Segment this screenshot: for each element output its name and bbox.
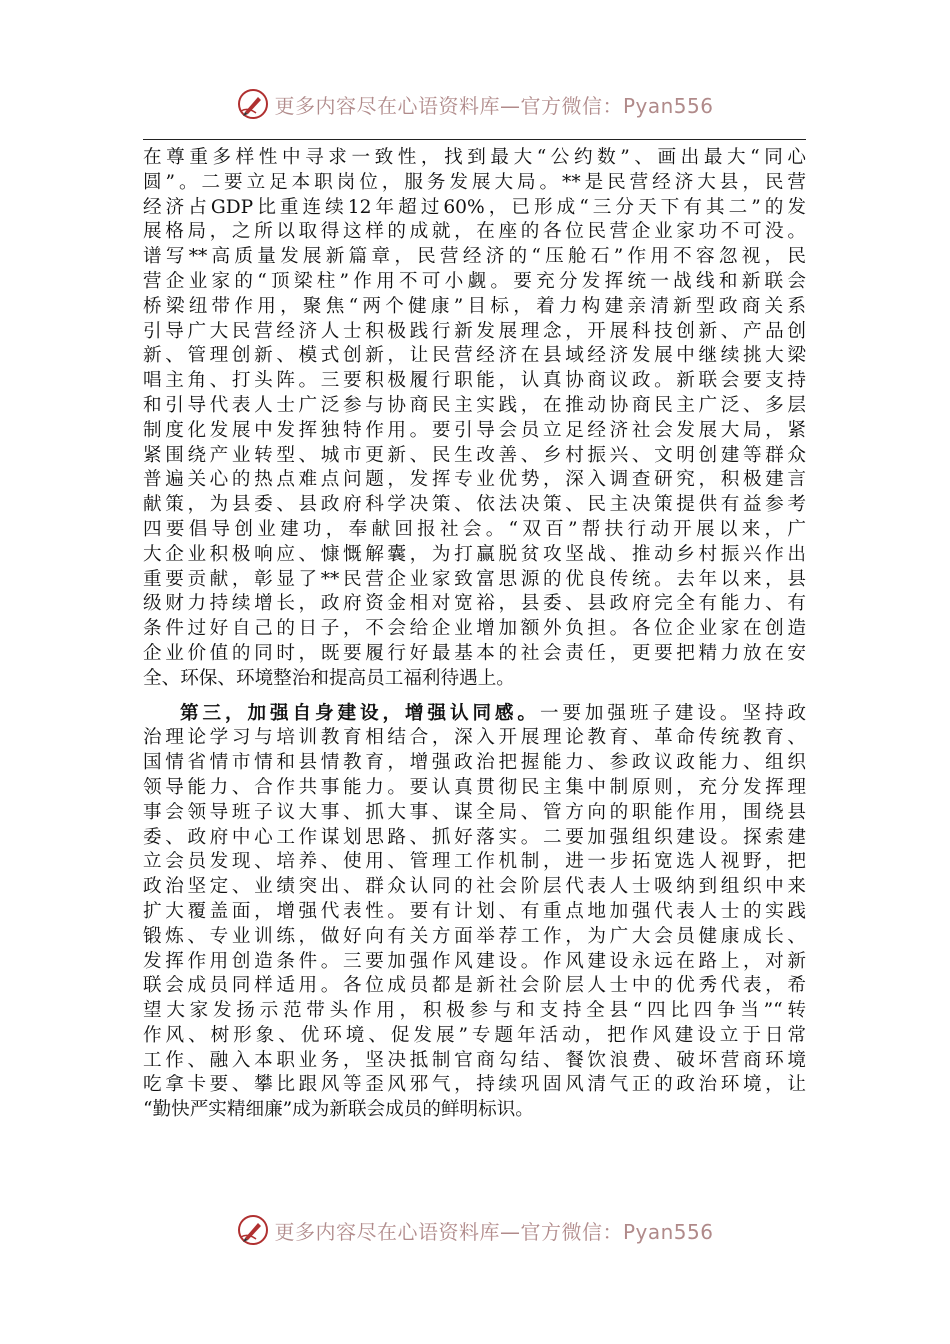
text-line: 望大家发扬示范带头作用，积极参与和支持全县“四比四争当”“转 [143, 1000, 806, 1022]
header-divider [143, 139, 806, 140]
text-line: 普遍关心的热点难点问题，发挥专业优势，深入调查研究，积极建言 [143, 469, 806, 491]
text-line: 重要贡献，彰显了**民营企业家致富思源的优良传统。去年以来，县 [143, 568, 806, 590]
text-line: 国情省情市情和县情教育，增强政治把握能力、参政议政能力、组织 [143, 752, 806, 774]
text-line: 谱写**高质量发展新篇章，民营经济的“压舱石”作用不容忽视，民 [143, 246, 806, 268]
text-line: 引导广大民营经济人士积极践行新发展理念，开展科技创新、产品创 [143, 320, 806, 342]
header-banner [0, 84, 950, 124]
text-line: 发挥作用创造条件。三要加强作风建设。作风建设永远在路上，对新 [143, 950, 806, 972]
text-line: 工作、融入本职业务，坚决抵制官商勾结、餐饮浪费、破坏营商环境 [143, 1049, 806, 1071]
document-body [143, 146, 806, 1123]
section-heading: 第三，加强自身建设，增强认同感。 [180, 702, 540, 724]
text-line: 政治坚定、业绩突出、群众认同的社会阶层代表人士吸纳到组织中来 [143, 876, 806, 898]
text-line: 四要倡导创业建功，奉献回报社会。“双百”帮扶行动开展以来，广 [143, 518, 806, 540]
text-line: 级财力持续增长，政府资金相对宽裕，县委、县政府完全有能力、有 [143, 593, 806, 615]
text-line: 作风、树形象、优环境、促发展”专题年活动，把作风建设立于日常 [143, 1024, 806, 1046]
footer-banner [0, 1210, 950, 1250]
text-line: 条件过好自己的日子，不会给企业增加额外负担。各位企业家在创造 [143, 618, 806, 640]
text-line: 治理论学习与培训教育相结合，深入开展理论教育、革命传统教育、 [143, 727, 806, 749]
text-line: 锻炼、专业训练，做好向有关方面举荐工作，为广大会员健康成长、 [143, 925, 806, 947]
text-line: 扩大覆盖面，增强代表性。要有计划、有重点地加强代表人士的实践 [143, 900, 806, 922]
footer-banner-text: 更多内容尽在心语资料库—官方微信：Pyan556 [274, 1219, 714, 1244]
text-line: 事会领导班子议大事、抓大事、谋全局、管方向的职能作用，围绕县 [143, 801, 806, 823]
text-line: 制度化发展中发挥独特作用。要引导会员立足经济社会发展大局，紧 [143, 419, 806, 441]
header-banner-text: 更多内容尽在心语资料库—官方微信：Pyan556 [274, 93, 714, 118]
text-line: 唱主角、打头阵。三要积极履行职能，认真协商议政。新联会要支持 [143, 370, 806, 392]
text-line: 紧围绕产业转型、城市更新、民生改善、乡村振兴、文明创建等群众 [143, 444, 806, 466]
paragraph-2 [143, 702, 806, 1124]
text-line: 献策，为县委、县政府科学决策、依法决策、民主决策提供有益参考 [143, 494, 806, 516]
text-line: 领导能力、合作共事能力。要认真贯彻民主集中制原则，充分发挥理 [143, 776, 806, 798]
text-line: 桥梁纽带作用，聚焦“两个健康”目标，着力构建亲清新型政商关系 [143, 295, 806, 317]
text-line: “勤快严实精细廉”成为新联会成员的鲜明标识。 [143, 1099, 534, 1121]
text-line: 新、管理创新、模式创新，让民营经济在县域经济发展中继续挑大梁 [143, 345, 806, 367]
text-line: 立会员发现、培养、使用、管理工作机制，进一步拓宽选人视野，把 [143, 851, 806, 873]
text-line: 全、环保、环境整治和提高员工福利待遇上。 [143, 667, 515, 689]
pen-logo-icon [236, 87, 270, 121]
text-line: 营企业家的“顶梁柱”作用不可小觑。要充分发挥统一战线和新联会 [143, 270, 806, 292]
text-line-first [143, 702, 806, 727]
text-line: 展格局，之所以取得这样的成就，在座的各位民营企业家功不可没。 [143, 221, 806, 243]
pen-logo-icon [236, 1213, 270, 1247]
paragraph-gap [143, 692, 806, 702]
text-line: 委、政府中心工作谋划思路、抓好落实。二要加强组织建设。探索建 [143, 826, 806, 848]
text-line: 大企业积极响应、慷慨解囊，为打赢脱贫攻坚战、推动乡村振兴作出 [143, 543, 806, 565]
text-line: 经济占GDP比重连续12年超过60%，已形成“三分天下有其二”的发 [143, 196, 806, 218]
paragraph-1 [143, 146, 806, 692]
text-line: 圆”。二要立足本职岗位，服务发展大局。**是民营经济大县，民营 [143, 171, 806, 193]
text-line: 联会成员同样适用。各位成员都是新社会阶层人士中的优秀代表，希 [143, 975, 806, 997]
text-line: 在尊重多样性中寻求一致性，找到最大“公约数”、画出最大“同心 [143, 147, 806, 168]
text-line: 和引导代表人士广泛参与协商民主实践，在推动协商民主广泛、多层 [143, 394, 806, 416]
text-span: 一要加强班子建设。坚持政 [539, 702, 806, 724]
text-line: 吃拿卡要、攀比跟风等歪风邪气，持续巩固风清气正的政治环境，让 [143, 1074, 806, 1096]
text-line: 企业价值的同时，既要履行好最基本的社会责任，更要把精力放在安 [143, 642, 806, 664]
